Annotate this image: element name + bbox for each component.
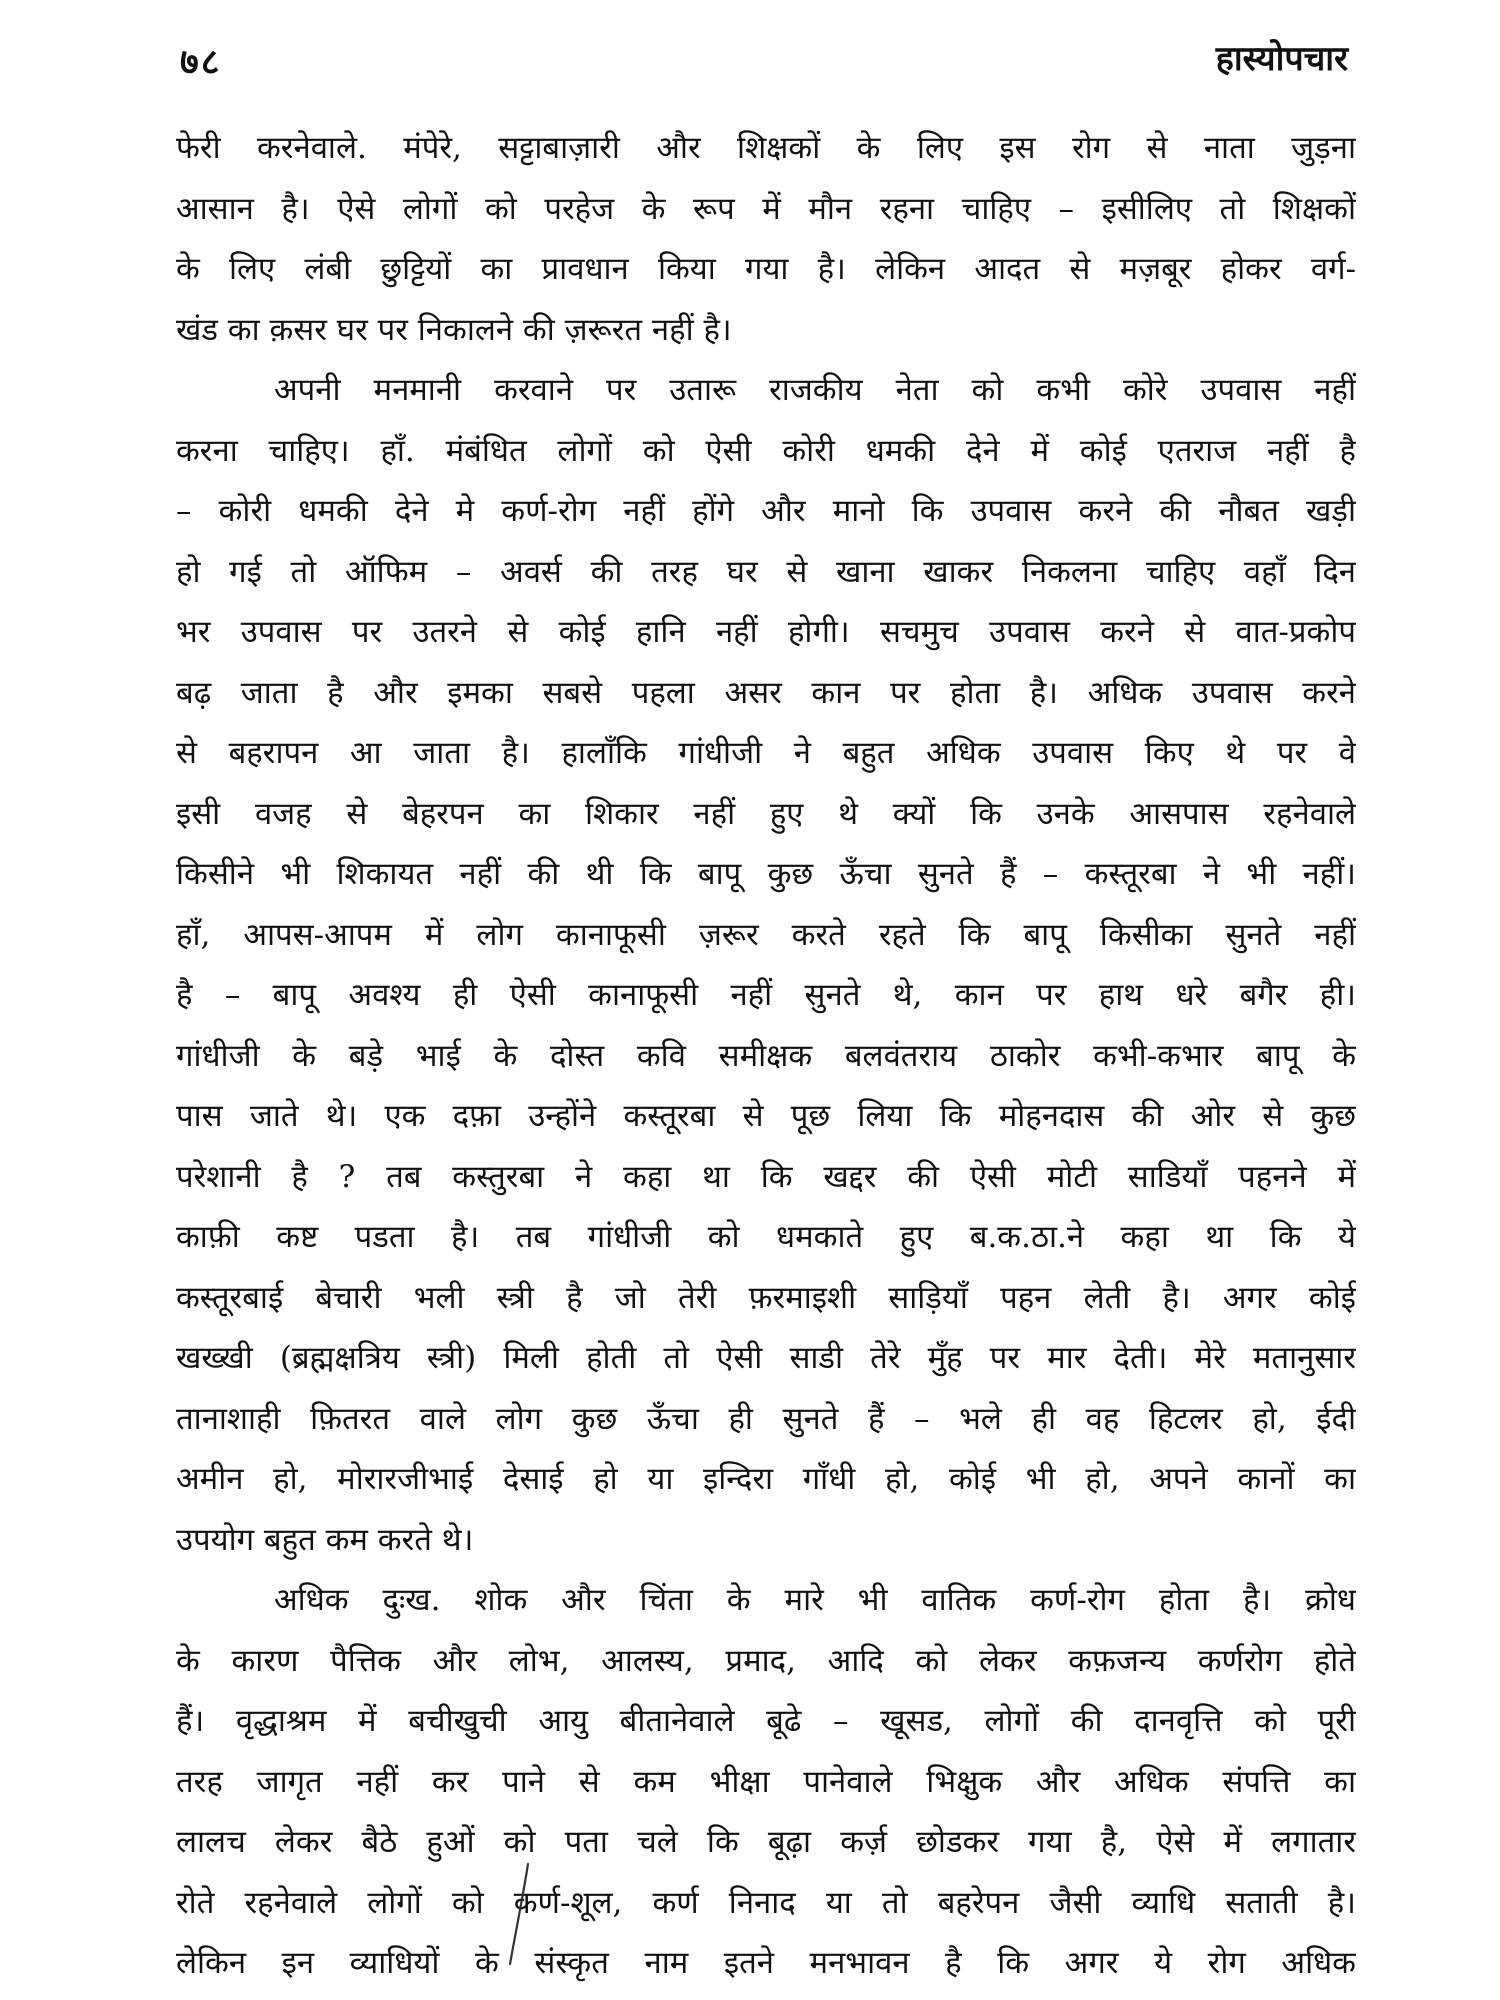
text-line: कस्तूरबाई बेचारी भली स्त्री है जो तेरी फ़रमाइशी साड़ियाँ पहन लेती है। अगर कोई: [176, 1279, 1356, 1316]
text-line: अमीन हो, मोरारजीभाई देसाई हो या इन्दिरा गाँधी हो, कोई भी हो, अपने कानों का: [176, 1461, 1356, 1497]
text-line: भर उपवास पर उतरने से कोई हानि नहीं होगी। सचमुच उपवास करने से वात-प्रकोप: [176, 614, 1356, 650]
text-line: तरह जागृत नहीं कर पाने से कम भीक्षा पानेवाले भिक्षुक और अधिक संपत्ति का: [176, 1763, 1356, 1800]
text-line: काफ़ी कष्ट पडता है। तब गांधीजी को धमकाते हुए ब.क.ठा.ने कहा था कि ये: [176, 1219, 1356, 1255]
paragraph-3: [176, 1570, 1356, 1994]
running-title: हास्योपचार: [1215, 39, 1348, 79]
text-line: तानाशाही फ़ितरत वाले लोग कुछ ऊँचा ही सुनते हैं – भले ही वह हिटलर हो, ईदी: [176, 1400, 1356, 1437]
text-line: पास जाते थे। एक दफ़ा उन्होंने कस्तूरबा से पूछ लिया कि मोहनदास की ओर से कुछ: [176, 1098, 1356, 1134]
text-line: करना चाहिए। हाँ. मंबंधित लोगों को ऐसी कोरी धमकी देने में कोई एतराज नहीं है: [176, 432, 1356, 469]
text-line: के कारण पैत्तिक और लोभ, आलस्य, प्रमाद, आदि को लेकर कफ़जन्य कर्णरोग होते: [176, 1642, 1356, 1679]
text-line: आसान है। ऐसे लोगों को परहेज के रूप में मौन रहना चाहिए – इसीलिए तो शिक्षकों: [176, 190, 1356, 227]
text-line: हैं। वृद्धाश्रम में बचीखुची आयु बीतानेवाले बूढे – खूसड, लोगों की दानवृत्ति को पूरी: [176, 1703, 1356, 1739]
text-line: बढ़ जाता है और इमका सबसे पहला असर कान पर होता है। अधिक उपवास करने: [176, 674, 1356, 711]
text-line: अधिक दुःख. शोक और चिंता के मारे भी वातिक कर्ण-रोग होता है। क्रोध: [274, 1582, 1356, 1618]
pen-mark: [500, 1860, 540, 1970]
page-header: [170, 30, 1360, 90]
text-line: गांधीजी के बड़े भाई के दोस्त कवि समीक्षक बलवंतराय ठाकोर कभी-कभार बापू के: [176, 1037, 1356, 1074]
text-line: लेकिन इन व्याधियों के संस्कृत नाम इतने मनभावन है कि अगर ये रोग अधिक: [176, 1945, 1356, 1981]
text-line: परेशानी है ? तब कस्तुरबा ने कहा था कि खद्दर की ऐसी मोटी साडियाँ पहनने में: [176, 1158, 1356, 1195]
text-line: अपनी मनमानी करवाने पर उतारू राजकीय नेता को कभी कोरे उपवास नहीं: [274, 372, 1356, 408]
text-line: फेरी करनेवाले. मंपेरे, सट्टाबाज़ारी और शिक्षकों के लिए इस रोग से नाता जुड़ना: [176, 130, 1356, 166]
body-text: [176, 118, 1356, 1994]
text-line: के लिए लंबी छुट्टियों का प्रावधान किया गया है। लेकिन आदत से मज़बूर होकर वर्ग-: [176, 251, 1356, 287]
text-line: – कोरी धमकी देने मे कर्ण-रोग नहीं होंगे और मानो कि उपवास करने की नौबत खड़ी: [176, 493, 1356, 529]
page-number: ७८: [180, 42, 222, 83]
text-line: खंड का क़सर घर पर निकालने की ज़रूरत नहीं है।: [176, 311, 732, 348]
paragraph-1: [176, 118, 1356, 360]
text-line: उपयोग बहुत कम करते थे।: [176, 1521, 474, 1558]
text-line: है – बापू अवश्य ही ऐसी कानाफूसी नहीं सुनते थे, कान पर हाथ धरे बगैर ही।: [176, 977, 1356, 1013]
text-line: किसीने भी शिकायत नहीं की थी कि बापू कुछ ऊँचा सुनते हैं – कस्तूरबा ने भी नहीं।: [176, 856, 1356, 892]
text-line: लालच लेकर बैठे हुओं को पता चले कि बूढ़ा कर्ज़ छोडकर गया है, ऐसे में लगातार: [176, 1824, 1356, 1860]
text-line: हाँ, आपस-आपम में लोग कानाफूसी ज़रूर करते रहते कि बापू किसीका सुनते नहीं: [176, 916, 1356, 953]
paragraph-2: [176, 360, 1356, 1570]
text-line: इसी वजह से बेहरपन का शिकार नहीं हुए थे क्यों कि उनके आसपास रहनेवाले: [176, 795, 1356, 832]
text-line: से बहरापन आ जाता है। हालाँकि गांधीजी ने बहुत अधिक उपवास किए थे पर वे: [176, 735, 1356, 771]
text-line: खख्खी (ब्रह्मक्षत्रिय स्त्री) मिली होती तो ऐसी साडी तेरे मुँह पर मार देती। मेरे मतानुसार: [176, 1340, 1356, 1376]
text-line: रोते रहनेवाले लोगों को कर्ण-शूल, कर्ण निनाद या तो बहरेपन जैसी व्याधि सताती है।: [176, 1884, 1356, 1921]
text-line: हो गई तो ऑफिम – अवर्स की तरह घर से खाना खाकर निकलना चाहिए वहाँ दिन: [176, 553, 1356, 590]
